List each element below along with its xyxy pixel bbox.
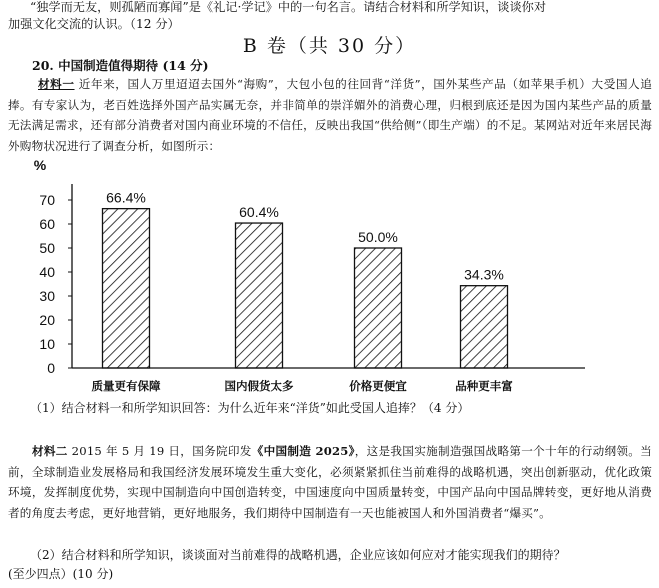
bar: [355, 248, 402, 368]
y-tick-label: 20: [39, 312, 55, 328]
question-1: （1）结合材料一和所学知识回答：为什么近年来“洋货”如此受国人追捧？（4 分）: [30, 401, 470, 415]
bar-value-label: 50.0%: [358, 229, 398, 245]
essay-question-line1: “独学而无友，则孤陋而寡闻”是《礼记·学记》中的一句名言。请结合材料和所学知识，谈谈你对: [30, 0, 547, 14]
material-2-paragraph: [8, 441, 652, 523]
material-2-document: 《中国制造 2025》: [251, 444, 355, 458]
y-tick-label: 30: [39, 288, 55, 304]
bar: [103, 209, 150, 368]
y-axis-label: %: [33, 157, 47, 173]
x-category-label: 质量更有保障: [91, 381, 161, 393]
material-1-paragraph: [8, 74, 652, 156]
question-2-line1: （2）结合材料和所学知识，谈谈面对当前难得的战略机遇，企业应该如何应对才能实现我们的期待？: [30, 548, 566, 562]
y-tick-label: 10: [39, 336, 55, 352]
y-tick-label: 0: [47, 360, 55, 376]
material-2-date: 2015 年 5 月 19 日，国务院印发: [67, 444, 252, 458]
essay-question-line2: 加强文化交流的认识。（12 分）: [8, 17, 180, 31]
y-tick-label: 50: [39, 240, 55, 256]
material-2-text: ，这是我国实施制造强国战略第一个十年的行动纲领。当前，全球制造业发展格局和我国经济发展环境发生重大变化，必须紧紧抓住当前难得的战略机遇，突出创新驱动，优化政策环境，发挥制度优势，实现中国制造向中国创造转变，中国速度向中国质量转变，中国产品向中国品牌转变，更好地从消费者的角度去考虑，更好地营销，更好地服务，我们期待中国制造有一天也能被国人和外国消费者“爆买”。: [8, 444, 652, 520]
material-2-label: 材料二: [32, 444, 68, 458]
material-1-text: 近年来，国人万里迢迢去国外“海购”，大包小包的往回背“洋货”，国外某些产品（如苹果手机）大受国人追捧。有专家认为，老百姓选择外国产品实属无奈，并非简单的崇洋媚外的消费心理，归根到底还是因为国内某些产品的质量无法满足需求，还有部分消费者对国内商业环境的不信任，反映出我国“供给侧”（即生产端）的不足。某网站对近年来居民海外购物状况进行了调查分析，如图所示：: [8, 77, 652, 153]
y-tick-label: 60: [39, 216, 55, 232]
bar: [236, 223, 283, 368]
x-category-label: 品种更丰富: [455, 381, 513, 393]
x-category-label: 价格更便宜: [349, 381, 407, 393]
bar-value-label: 66.4%: [106, 189, 146, 206]
bar-value-label: 60.4%: [239, 204, 279, 221]
x-category-label: 国内假货太多: [224, 381, 294, 393]
question-20-title: 20. 中国制造值得期待 (14 分): [32, 58, 209, 73]
bar: [461, 286, 508, 368]
bar-value-label: 34.3%: [464, 266, 504, 283]
material-1-label: 材料一: [38, 77, 75, 91]
y-tick-label: 70: [39, 192, 55, 208]
bar-chart: [0, 148, 659, 400]
section-title: B 卷（共 30 分）: [242, 35, 417, 57]
question-2-line2: (至少四点）(10 分): [8, 567, 114, 581]
y-tick-label: 40: [39, 264, 55, 280]
